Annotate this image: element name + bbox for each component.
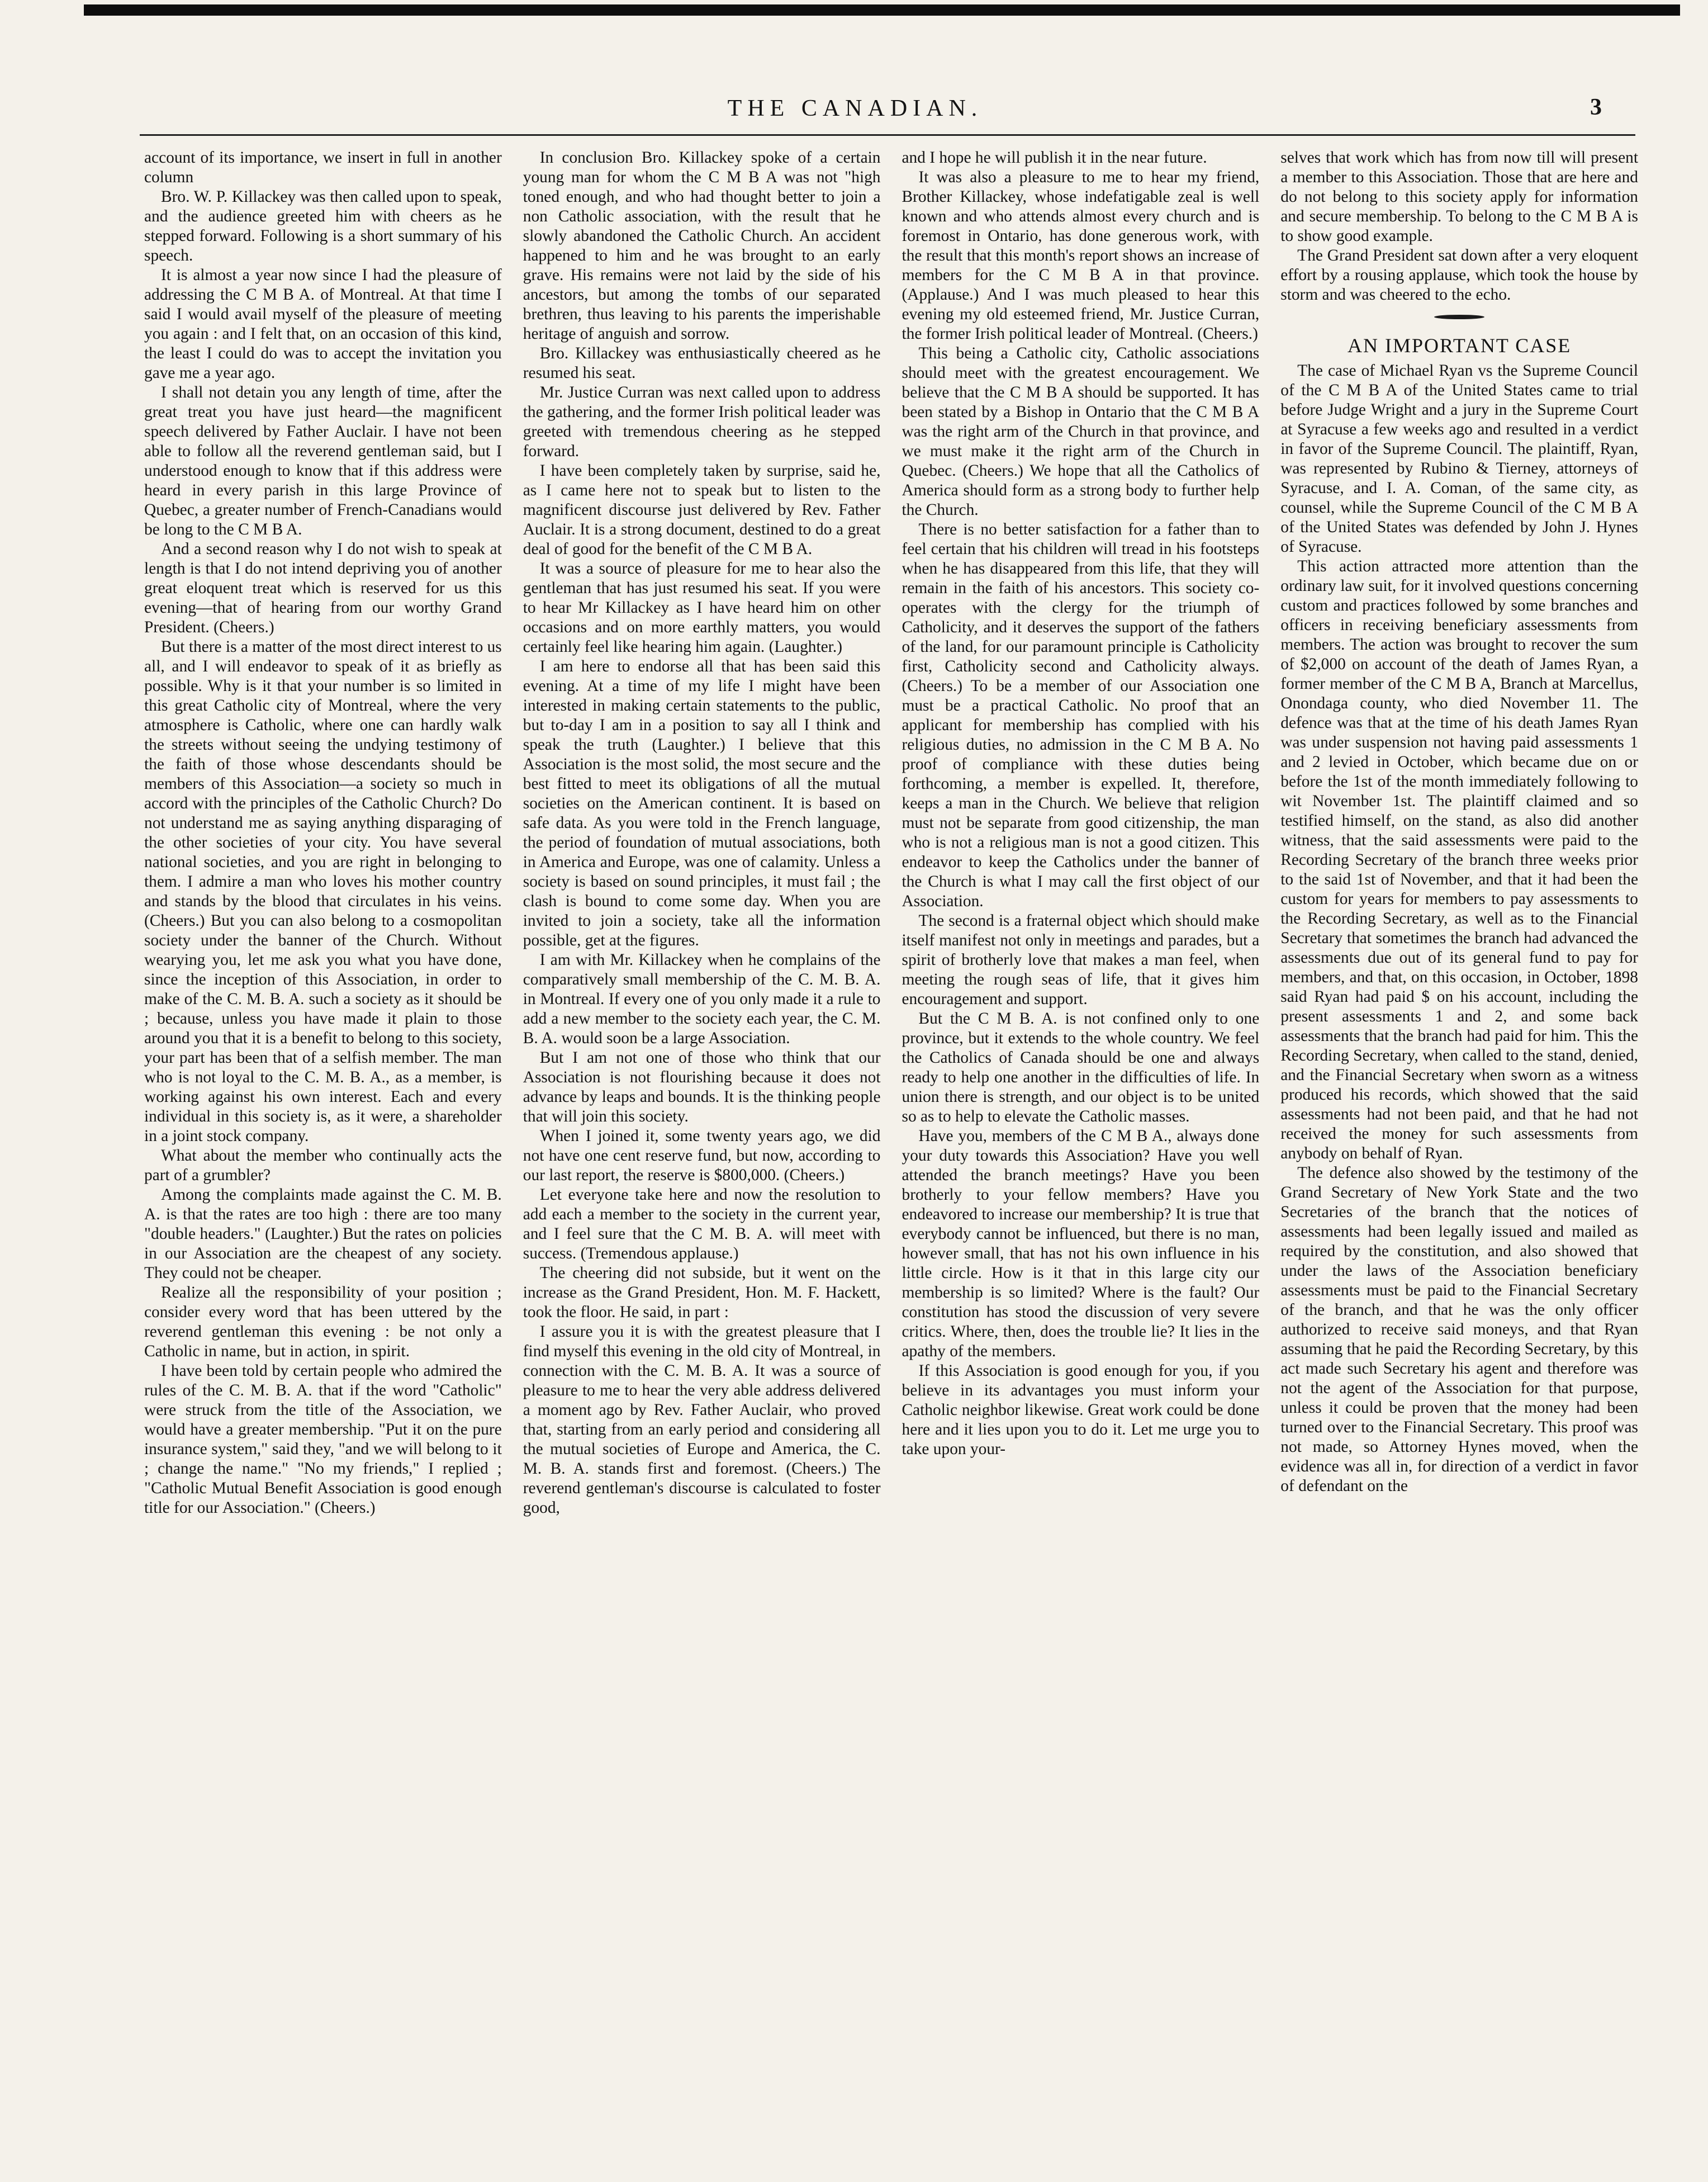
text-columns (144, 148, 1638, 2166)
paragraph: Have you, members of the C M B A., always done your duty towards this Association? Have you well attended the branch meetings? Have you been brotherly to your fellow members? Have you endeavored to increase our membership? It is true that everybody cannot be influenced, but there is no man, however small, that has not his own influence in his little circle. How is it that in this large city our membership is so limited? Where is the fault? Our constitution has stood the discussion of very severe critics. Where, then, does the trouble lie? It lies in the apathy of the members. (902, 1127, 1260, 1360)
paragraph: Bro. Killackey was enthusiastically cheered as he resumed his seat. (523, 344, 881, 382)
paragraph: It is almost a year now since I had the pleasure of addressing the C M B A. of Montreal. At that time I said I would avail myself of the pleasure of meeting you again : and I felt that, on an occasion of this kind, the least I could do was to accept the invitation you gave me a year ago. (144, 266, 502, 382)
paragraph: The Grand President sat down after a very eloquent effort by a rousing applause, which took the house by storm and was cheered to the echo. (1280, 247, 1638, 304)
paragraph: This being a Catholic city, Catholic associations should meet with the greatest encouragement. We believe that the C M B A should be supported. It has been stated by a Bishop in Ontario that the C M B A was the right arm of the Church in that province, and we must make it the right arm of the Church in Quebec. (Cheers.) We hope that all the Catholics of America should form as a strong body to further help the Church. (902, 344, 1260, 519)
paragraph: But I am not one of those who think that our Association is not flourishing because it does not advance by leaps and bounds. It is the thinking people that will join this society. (523, 1049, 881, 1125)
paragraph: But the C M B. A. is not confined only to one province, but it extends to the whole country. We feel the Catholics of Canada should be one and always ready to help one another in the difficulties of life. In union there is strength, and our object is to be united so as to help to elevate the Catholic masses. (902, 1010, 1260, 1125)
paragraph: I have been completely taken by surprise, said he, as I came here not to speak but to listen to the magnificent discourse just delivered by Rev. Father Auclair. It is a strong document, destined to do a great deal of good for the benefit of the C M B A. (523, 462, 881, 558)
page-number: 3 (1590, 94, 1602, 120)
paragraph: It was also a pleasure to me to hear my friend, Brother Killackey, whose indefatigable zeal is well known and who attends almost every church and is foremost in Ontario, has done generous work, with the result that this month's report shows an increase of members for the C M B A in that province. (Applause.) And I was much pleased to hear this evening my old esteemed friend, Mr. Justice Curran, the former Irish political leader of Montreal. (Cheers.) (902, 168, 1260, 343)
paragraph: account of its importance, we insert in full in another column (144, 149, 502, 186)
header-rule (140, 134, 1635, 136)
paragraph: The case of Michael Ryan vs the Supreme Council of the C M B A of the United States came to trial before Judge Wright and a jury in the Supreme Court at Syracuse a few weeks ago and resulted in a verdict in favor of the Supreme Council. The plaintiff, Ryan, was represented by Rubino & Tierney, attorneys of Syracuse, and I. A. Coman, of the same city, as counsel, while the Supreme Council of the C M B A of the United States was defended by John J. Hynes of Syracuse. (1280, 362, 1638, 556)
paragraph: I shall not detain you any length of time, after the great treat you have just heard—the magnificent speech delivered by Father Auclair. I have not been able to follow all the reverend gentleman said, but I understood enough to know that if this address were heard in every parish in this large Province of Quebec, a greater number of French-Canadians would be long to the C M B A. (144, 384, 502, 538)
paragraph: What about the member who continually acts the part of a grumbler? (144, 1147, 502, 1184)
paragraph: When I joined it, some twenty years ago, we did not have one cent reserve fund, but now, according to our last report, the reserve is $800,000. (Cheers.) (523, 1127, 881, 1184)
running-head-title: THE CANADIAN. (727, 96, 983, 121)
paragraph: In conclusion Bro. Killackey spoke of a certain young man for whom the C M B A was not "high toned enough, and who had thought better to join a non Catholic association, with the result that he slowly abandoned the Catholic Church. An accident happened to him and he was brought to an early grave. His remains were not laid by the side of his ancestors, but among the tombs of our separated brethren, thus leaving to his parents the imperishable heritage of anguish and sorrow. (523, 149, 881, 343)
paragraph: and I hope he will publish it in the near future. (902, 149, 1207, 167)
paragraph: I am here to endorse all that has been said this evening. At a time of my life I might have been interested in making certain statements to the public, but to-day I am in a position to say all I think and speak the truth (Laughter.) I believe that this Association is the most solid, the most secure and the best fitted to meet its obligations of all the mutual societies on the American continent. It is based on safe data. As you were told in the French language, the period of foundation of mutual associations, both in America and Europe, was one of calamity. Unless a society is based on sound principles, it must fail ; the clash is bound to come some day. When you are invited to join a society, take all the information possible, get at the figures. (523, 657, 881, 949)
paragraph: I assure you it is with the greatest pleasure that I find myself this evening in the old city of Montreal, in connection with the C. M. B. A. It was a source of pleasure to me to hear the very able address delivered a moment ago by Rev. Father Auclair, who proved that, starting from an early period and considering all the mutual societies of Europe and America, the C. M. B. A. stands first and foremost. (Cheers.) The reverend gentleman's discourse is calculated to foster good, (523, 1323, 881, 1517)
paragraph: This action attracted more attention than the ordinary law suit, for it involved questions concerning custom and practices followed by some branches and officers in receiving beneficiary assessments from members. The action was brought to recover the sum of $2,000 on account of the death of James Ryan, a former member of the C M B A, Branch at Marcellus, Onondaga county, who died November 11. The defence was that at the time of his death James Ryan was under suspension not having paid assessments 1 and 2 levied in October, which became due on or before the 1st of the month immediately following to wit November 1st. The plaintiff claimed and so testified himself, on the stand, as also did another witness, that the said assessments were paid to the Recording Secretary of the branch three weeks prior to the said 1st of November, and that it had been the custom for years for members to pay assessments to the Recording Secretary, as well as to the Financial Secretary that sometimes the branch had advanced the assessments due out of its general fund to pay for members, and that, on this occasion, in October, 1898 said Ryan had paid $ on his account, including the present assessments 1 and 2, and some back assessments that the branch had paid for him. This the Recording Secretary, when called to the stand, denied, and the Financial Secretary when sworn as a witness produced his records, which showed that the said assessments had not been paid, and that he had not received the money for such assessments from anybody on behalf of Ryan. (1280, 557, 1638, 1162)
section-divider (1434, 315, 1484, 319)
paragraph: selves that work which has from now till will present a member to this Association. Those that are here and do not belong to this society apply for information and secure membership. To belong to the C M B A is to show good example. (1280, 149, 1638, 245)
paragraph: The second is a fraternal object which should make itself manifest not only in meetings and parades, but a spirit of brotherly love that makes a man feel, when meeting the rough seas of life, that it gives him encouragement and support. (902, 912, 1260, 1008)
column-4 (1280, 148, 1638, 2166)
paragraph: Bro. W. P. Killackey was then called upon to speak, and the audience greeted him with cheers as he stepped forward. Following is a short summary of his speech. (144, 188, 502, 264)
column-1 (144, 148, 502, 2166)
paragraph: It was a source of pleasure for me to hear also the gentleman that has just resumed his seat. If you were to hear Mr Killackey as I have heard him on other occasions and on more earthly matters, you would certainly feel like hearing him again. (Laughter.) (523, 560, 881, 656)
paragraph: The defence also showed by the testimony of the Grand Secretary of New York State and the two Secretaries of the branch that the notices of assessments had been legally issued and mailed as required by the constitution, and also showed that under the laws of the Association beneficiary assessments must be paid to the Financial Secretary of the branch, and that he was the only officer authorized to receive said moneys, and that Ryan assuming that he paid the Recording Secretary, by this act made such Secretary his agent and therefore was not the agent of the Association for that purpose, unless it could be proven that the money had been turned over to the Financial Secretary. This proof was not made, so Attorney Hynes moved, when the evidence was all in, for direction of a verdict in favor of defendant on the (1280, 1164, 1638, 1495)
paragraph: But there is a matter of the most direct interest to us all, and I will endeavor to speak of it as briefly as possible. Why is it that your number is so limited in this great Catholic city of Montreal, where the very atmosphere is Catholic, where one can hardly walk the streets without seeing the undying testimony of the faith of those whose descendants should be members of this Association—a society so much in accord with the principles of the Catholic Church? Do not understand me as saying anything disparaging of the other societies of your city. You have several national societies, and you are right in belonging to them. I admire a man who loves his mother country and stands by the blood that circulates in his veins. (Cheers.) But you can also belong to a cosmopolitan society under the banner of the Church. Without wearying you, let me ask you what you have done, since the inception of this Association, in order to make of the C. M. B. A. such a society as it should be ; because, unless you have made it plain to those around you that it is a benefit to belong to this society, your part has been that of a selfish member. The man who is not loyal to the C. M. B. A., as a member, is working against his own interest. Each and every individual in this society is, as it were, a shareholder in a joint stock company. (144, 638, 502, 1145)
paragraph: Realize all the responsibility of your position ; consider every word that has been uttered by the reverend gentleman this evening : be not only a Catholic in name, but in action, in spirit. (144, 1284, 502, 1360)
paragraph: If this Association is good enough for you, if you believe in its advantages you must inform your Catholic neighbor likewise. Great work could be done here and it lies upon you to do it. Let me urge you to take upon your- (902, 1362, 1260, 1458)
paragraph: Let everyone take here and now the resolution to add each a member to the society in the current year, and I feel sure that the C M. B. A. will meet with success. (Tremendous applause.) (523, 1186, 881, 1262)
paragraph: Mr. Justice Curran was next called upon to address the gathering, and the former Irish political leader was greeted with tremendous cheering as he stepped forward. (523, 384, 881, 460)
paragraph: Among the complaints made against the C. M. B. A. is that the rates are too high : there are too many "double headers." (Laughter.) But the rates on policies in our Association are the cheapest of any society. They could not be cheaper. (144, 1186, 502, 1282)
column-2 (523, 148, 881, 2166)
paragraph: And a second reason why I do not wish to speak at length is that I do not intend depriving you of another great eloquent treat which is reserved for us this evening—that of hearing from our worthy Grand President. (Cheers.) (144, 540, 502, 636)
paragraph: There is no better satisfaction for a father than to feel certain that his children will tread in his footsteps when he has disappeared from this life, that they will remain in the faith of his ancestors. This society co-operates with the clergy for the triumph of Catholicity, and it deserves the support of the fathers of the land, for our paramount principle is Catholicity first, Catholicity second and Catholicity always. (Cheers.) To be a member of our Association one must be a practical Catholic. No proof that an applicant for membership has complied with his religious duties, no admission in the C M B A. No proof of compliance with these duties being forthcoming, a member is expelled. It, therefore, keeps a man in the Church. We believe that religion must not be separate from good citizenship, the man who is not a religious man is not a good citizen. This endeavor to keep the Catholics under the banner of the Church is what I may call the first object of our Association. (902, 520, 1260, 910)
article-headline: AN IMPORTANT CASE (1347, 334, 1572, 357)
top-border-rule (84, 4, 1680, 16)
column-3 (902, 148, 1260, 2166)
paragraph: I am with Mr. Killackey when he complains of the comparatively small membership of the C. M. B. A. in Montreal. If every one of you only made it a rule to add a new member to the society each year, the C. M. B. A. would soon be a large Association. (523, 951, 881, 1047)
paragraph: The cheering did not subside, but it went on the increase as the Grand President, Hon. M. F. Hackett, took the floor. He said, in part : (523, 1264, 881, 1321)
paragraph: I have been told by certain people who admired the rules of the C. M. B. A. that if the word "Catholic" were struck from the title of the Association, we would have a greater membership. "Put it on the pure insurance system," said they, "and we will belong to it ; change the name." "No my friends," I replied ; "Catholic Mutual Benefit Association is good enough title for our Association." (Cheers.) (144, 1362, 502, 1517)
